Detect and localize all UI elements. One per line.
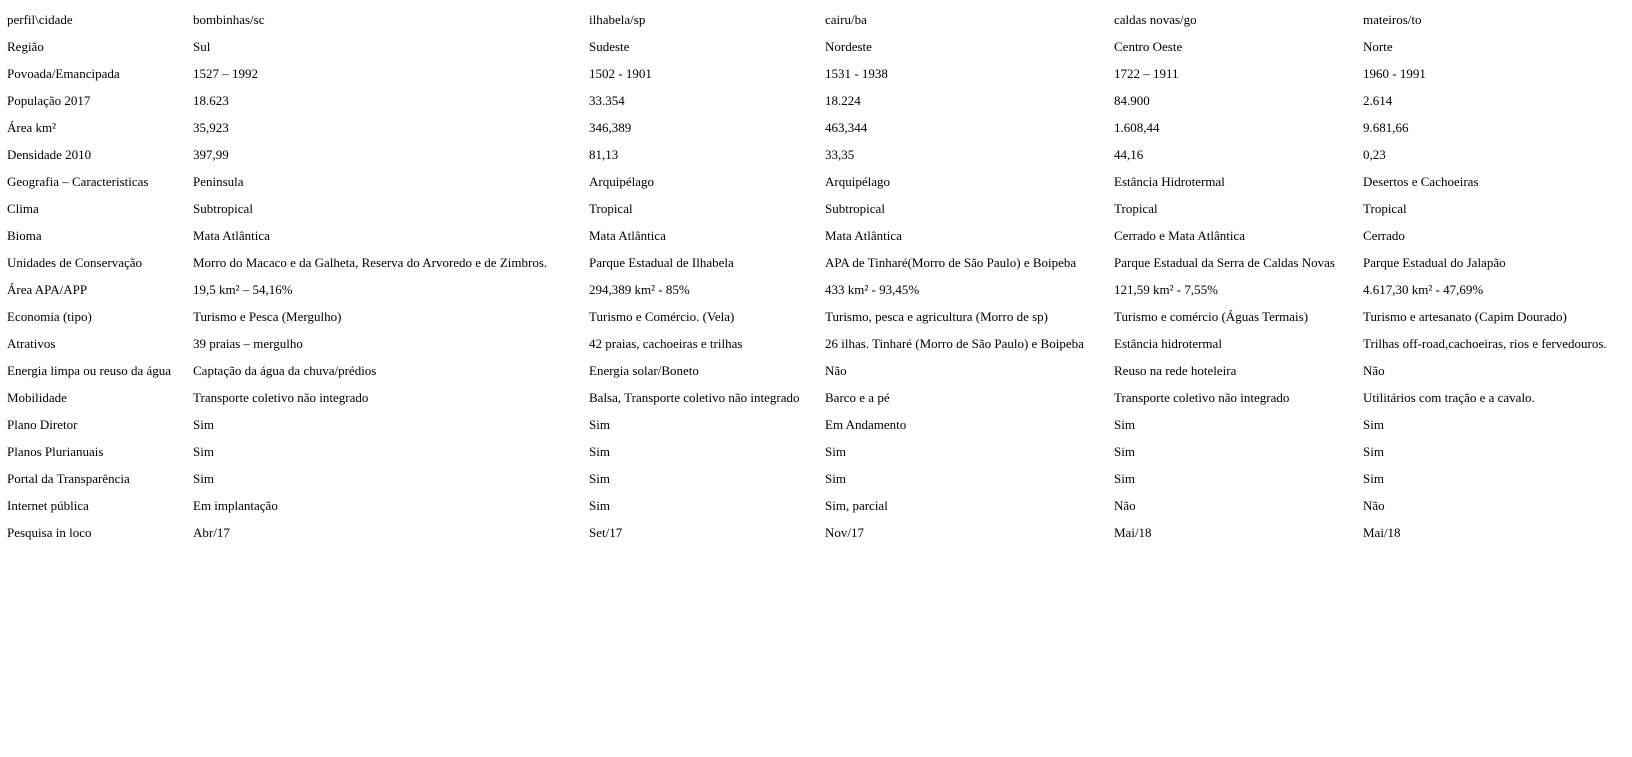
row-label-cell: Mobilidade bbox=[7, 389, 67, 405]
header-cell-profile: perfil\cidade bbox=[7, 11, 73, 27]
table-cell: 4.617,30 km² - 47,69% bbox=[1363, 281, 1484, 297]
table-row bbox=[6, 33, 1632, 60]
row-label-cell: Clima bbox=[7, 200, 39, 216]
table-cell: Transporte coletivo não integrado bbox=[1114, 389, 1290, 405]
table-cell: 33.354 bbox=[589, 92, 625, 108]
row-label-cell: Região bbox=[7, 38, 44, 54]
table-row bbox=[6, 276, 1632, 303]
table-row bbox=[6, 438, 1632, 465]
table-cell: Cerrado e Mata Atlântica bbox=[1114, 227, 1246, 243]
row-label-cell: Internet pública bbox=[7, 497, 89, 513]
table-row bbox=[6, 141, 1632, 168]
table-cell: Mata Atlântica bbox=[589, 227, 666, 243]
table-row bbox=[6, 114, 1632, 141]
table-cell: Utilitários com tração e a cavalo. bbox=[1363, 389, 1535, 405]
table-cell: Sim bbox=[1114, 470, 1135, 486]
row-label-cell: Povoada/Emancipada bbox=[7, 65, 120, 81]
table-cell: 433 km² - 93,45% bbox=[825, 281, 920, 297]
table-cell: Transporte coletivo não integrado bbox=[193, 389, 369, 405]
table-cell: 9.681,66 bbox=[1363, 119, 1409, 135]
table-cell: 33,35 bbox=[825, 146, 855, 162]
table-cell: Turismo e artesanato (Capim Dourado) bbox=[1363, 308, 1567, 324]
table-cell: Sim bbox=[1114, 443, 1135, 459]
table-cell: Não bbox=[1363, 497, 1385, 513]
table-cell: 42 praias, cachoeiras e trilhas bbox=[589, 335, 743, 351]
table-cell: Turismo e comércio (Águas Termais) bbox=[1114, 308, 1309, 324]
table-cell: 81,13 bbox=[589, 146, 619, 162]
table-cell: Tropical bbox=[1363, 200, 1407, 216]
table-cell: Arquipélago bbox=[589, 173, 654, 189]
table-cell: 1531 - 1938 bbox=[825, 65, 888, 81]
table-cell: Mata Atlântica bbox=[193, 227, 270, 243]
table-row bbox=[6, 519, 1632, 546]
table-cell: Não bbox=[825, 362, 847, 378]
table-cell: Sim bbox=[589, 497, 610, 513]
header-cell-caldas-novas: caldas novas/go bbox=[1114, 11, 1197, 27]
table-cell: Sim bbox=[193, 416, 214, 432]
table-cell: 18.623 bbox=[193, 92, 229, 108]
table-cell: 18.224 bbox=[825, 92, 861, 108]
row-label-cell: Pesquisa in loco bbox=[7, 524, 92, 540]
table-cell: Barco e a pé bbox=[825, 389, 890, 405]
table-cell: 1527 – 1992 bbox=[193, 65, 258, 81]
table-cell: 26 ilhas. Tinharé (Morro de São Paulo) e Boipeba bbox=[825, 335, 1084, 351]
table-cell: 2.614 bbox=[1363, 92, 1393, 108]
row-label-cell: Plano Diretor bbox=[7, 416, 78, 432]
table-cell: Cerrado bbox=[1363, 227, 1405, 243]
table-cell: Arquipélago bbox=[825, 173, 890, 189]
row-label-cell: Unidades de Conservação bbox=[7, 254, 143, 270]
row-label-cell: Planos Plurianuais bbox=[7, 443, 104, 459]
table-row bbox=[6, 249, 1632, 276]
table-cell: Parque Estadual da Serra de Caldas Novas bbox=[1114, 254, 1335, 270]
table-cell: Centro Oeste bbox=[1114, 38, 1183, 54]
table-cell: 39 praias – mergulho bbox=[193, 335, 303, 351]
row-label-cell: Bioma bbox=[7, 227, 42, 243]
table-cell: Sim, parcial bbox=[825, 497, 888, 513]
table-row bbox=[6, 87, 1632, 114]
table-cell: 44,16 bbox=[1114, 146, 1144, 162]
table-cell: Balsa, Transporte coletivo não integrado bbox=[589, 389, 800, 405]
table-cell: Sim bbox=[193, 470, 214, 486]
table-cell: Nov/17 bbox=[825, 524, 864, 540]
header-cell-bombinhas: bombinhas/sc bbox=[193, 11, 265, 27]
table-row bbox=[6, 492, 1632, 519]
table-cell: Reuso na rede hoteleira bbox=[1114, 362, 1237, 378]
row-label-cell: Área km² bbox=[7, 119, 57, 135]
table-cell: 397,99 bbox=[193, 146, 229, 162]
table-cell: Subtropical bbox=[193, 200, 253, 216]
table-cell: Estância hidrotermal bbox=[1114, 335, 1222, 351]
table-cell: Parque Estadual do Jalapão bbox=[1363, 254, 1506, 270]
table-row bbox=[6, 168, 1632, 195]
row-label-cell: Geografia – Caracteristicas bbox=[7, 173, 149, 189]
table-cell: Nordeste bbox=[825, 38, 872, 54]
table-cell: Trilhas off-road,cachoeiras, rios e fervedouros. bbox=[1363, 335, 1607, 351]
table-cell: 1960 - 1991 bbox=[1363, 65, 1426, 81]
table-cell: 19,5 km² – 54,16% bbox=[193, 281, 293, 297]
table-cell: Sim bbox=[825, 470, 846, 486]
city-profile-table bbox=[6, 6, 1632, 546]
table-cell: APA de Tinharé(Morro de São Paulo) e Boipeba bbox=[825, 254, 1077, 270]
table-cell: 294,389 km² - 85% bbox=[589, 281, 690, 297]
table-row bbox=[6, 465, 1632, 492]
table-cell: Energia solar/Boneto bbox=[589, 362, 699, 378]
table-body bbox=[6, 6, 1632, 546]
table-cell: Mai/18 bbox=[1114, 524, 1152, 540]
row-label-cell: Economia (tipo) bbox=[7, 308, 92, 324]
table-cell: Tropical bbox=[1114, 200, 1158, 216]
table-cell: Sim bbox=[193, 443, 214, 459]
table-cell: Abr/17 bbox=[193, 524, 230, 540]
table-cell: 1722 – 1911 bbox=[1114, 65, 1179, 81]
table-cell: Sudeste bbox=[589, 38, 630, 54]
table-row bbox=[6, 303, 1632, 330]
row-label-cell: Energia limpa ou reuso da água bbox=[7, 362, 172, 378]
table-cell: Subtropical bbox=[825, 200, 885, 216]
table-header-row bbox=[6, 6, 1632, 33]
table-cell: Peninsula bbox=[193, 173, 244, 189]
table-cell: Sim bbox=[1363, 443, 1384, 459]
table-cell: Sim bbox=[1363, 470, 1384, 486]
table-row bbox=[6, 195, 1632, 222]
table-cell: Mata Atlântica bbox=[825, 227, 902, 243]
table-cell: Em Andamento bbox=[825, 416, 907, 432]
row-label-cell: Densidade 2010 bbox=[7, 146, 92, 162]
table-cell: Não bbox=[1114, 497, 1136, 513]
header-cell-ilhabela: ilhabela/sp bbox=[589, 11, 646, 27]
table-cell: 1.608,44 bbox=[1114, 119, 1160, 135]
row-label-cell: Portal da Transparência bbox=[7, 470, 130, 486]
table-cell: Parque Estadual de Ilhabela bbox=[589, 254, 734, 270]
table-cell: Sim bbox=[1363, 416, 1384, 432]
table-cell: Mai/18 bbox=[1363, 524, 1401, 540]
table-cell: Captação da água da chuva/prédios bbox=[193, 362, 377, 378]
table-cell: Sim bbox=[1114, 416, 1135, 432]
table-cell: Sul bbox=[193, 38, 211, 54]
table-cell: Morro do Macaco e da Galheta, Reserva do Arvoredo e de Zimbros. bbox=[193, 254, 548, 270]
table-cell: Turismo e Pesca (Mergulho) bbox=[193, 308, 342, 324]
table-cell: 463,344 bbox=[825, 119, 868, 135]
table-cell: Sim bbox=[589, 443, 610, 459]
table-cell: 35,923 bbox=[193, 119, 229, 135]
row-label-cell: População 2017 bbox=[7, 92, 91, 108]
table-cell: Sim bbox=[589, 416, 610, 432]
table-cell: Turismo, pesca e agricultura (Morro de sp) bbox=[825, 308, 1048, 324]
table-cell: Set/17 bbox=[589, 524, 623, 540]
table-row bbox=[6, 222, 1632, 249]
table-row bbox=[6, 330, 1632, 357]
table-row bbox=[6, 411, 1632, 438]
table-row bbox=[6, 60, 1632, 87]
header-cell-cairu: cairu/ba bbox=[825, 11, 867, 27]
table-cell: 84.900 bbox=[1114, 92, 1150, 108]
table-cell: 1502 - 1901 bbox=[589, 65, 652, 81]
table-cell: Desertos e Cachoeiras bbox=[1363, 173, 1479, 189]
header-cell-mateiros: mateiros/to bbox=[1363, 11, 1422, 27]
table-cell: Sim bbox=[825, 443, 846, 459]
table-cell: 121,59 km² - 7,55% bbox=[1114, 281, 1218, 297]
table-cell: Norte bbox=[1363, 38, 1393, 54]
table-cell: Estância Hidrotermal bbox=[1114, 173, 1225, 189]
row-label-cell: Área APA/APP bbox=[7, 281, 88, 297]
table-cell: Não bbox=[1363, 362, 1385, 378]
table-row bbox=[6, 357, 1632, 384]
table-cell: Tropical bbox=[589, 200, 633, 216]
row-label-cell: Atrativos bbox=[7, 335, 56, 351]
table-cell: 0,23 bbox=[1363, 146, 1386, 162]
table-cell: 346,389 bbox=[589, 119, 632, 135]
table-row bbox=[6, 384, 1632, 411]
table-cell: Turismo e Comércio. (Vela) bbox=[589, 308, 735, 324]
table-cell: Em implantação bbox=[193, 497, 278, 513]
table-cell: Sim bbox=[589, 470, 610, 486]
